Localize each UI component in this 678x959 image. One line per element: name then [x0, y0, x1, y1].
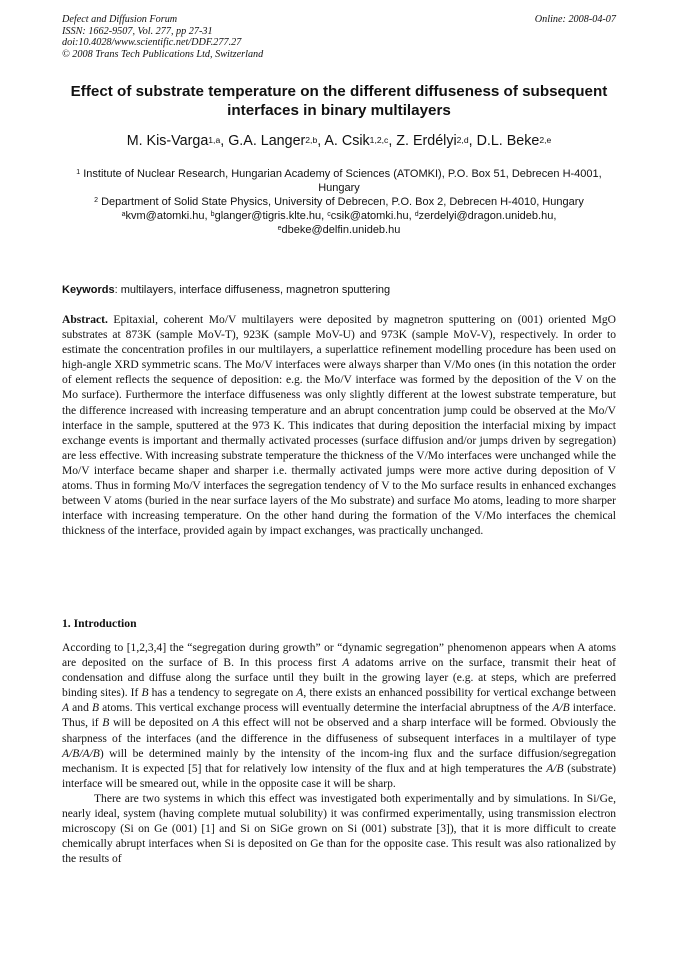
email-mark: d: [414, 211, 419, 218]
italic-symbol: B: [141, 687, 149, 700]
author-affil-mark: 1,2,c: [369, 135, 389, 145]
abstract-text: Epitaxial, coherent Mo/V multilayers were deposited by magnetron sputtering on (001) oriented MgO substrates at 873K (sample MoV-T), 923K (sample MoV-U) and 973K (sample MoV-V), respectively. In order to estimate the concentration profiles in our multilayers, a superlattice refinement modelling procedure has been used on high-angle XRD symmetric scans. The Mo/V interfaces were always sharper than V/Mo ones (in this notation the order of element reflects the sequence of deposition: e.g. the Mo/V interface was formed by the deposition of the V on the Mo surface). Furthermore the interface diffuseness was only slightly different at the lowest substrate temperature, but the difference increased with increasing temperature and an abrupt concentration jump could be observed at the Mo/V interface in the sample, sputtered at the 973 K. This indicates that during deposition the interfacial mixing by impact exchange events is important and thermally activated processes (surface diffusion and/or jumps driven by segregation) are less effective. With increasing substrate temperature the thickness of the V/Mo interfaces were unchanged while the Mo/V interface became shaper and sharper i.e. thermally activated jumps were more active during deposition of V atoms. Thus in forming Mo/V interfaces the segregation tendency of V to the Mo surface results in enhanced exchanges between V atoms (buried in the near surface layers of the Mo substrate) and surface Mo atoms, leading to more sharper interface with increasing temperature. On the other hand during the formation of the V/Mo interfaces the chemical thickness of the interface, provided again by impact exchanges, was practically unchanged.: [62, 314, 616, 538]
email-separator: ,: [408, 210, 415, 222]
copyright-line: © 2008 Trans Tech Publications Ltd, Switzerland: [62, 48, 264, 60]
email-address: zerdelyi@dragon.unideb.hu: [418, 210, 554, 222]
text-run: , there exists an enhanced possibility for vertical exchange between: [303, 687, 616, 700]
text-run: will be deposited on: [109, 717, 213, 730]
author: [127, 133, 228, 149]
author-name: G.A. Langer: [228, 133, 306, 149]
text-run: ) will be determined mainly by the intensity of the incom-ing flux and the surface diffusion/segregation mechanism. It is expected [5] that for relatively low intensity of the flux and at high temperatures the: [62, 747, 616, 775]
author: [396, 133, 476, 149]
online-date: Online: 2008-04-07: [534, 14, 616, 25]
email-separator: ,: [321, 210, 328, 222]
author-separator: ,: [388, 133, 397, 149]
affiliation-mark: 2: [94, 197, 99, 204]
text-run: (substrate) interface will be smeared out, while in the opposite case it will be sharp.: [62, 762, 617, 790]
paper-title: Effect of substrate temperature on the different diffuseness of subsequent interfaces in binary multilayers: [70, 83, 608, 119]
email-address: csik@atomki.hu: [330, 210, 409, 222]
italic-symbol: A: [212, 717, 220, 730]
email-mark: e: [277, 225, 282, 232]
issn-line: ISSN: 1662-9507, Vol. 277, pp 27-31: [62, 25, 213, 37]
author-separator: ,: [220, 133, 229, 149]
italic-symbol: A: [296, 687, 304, 700]
introduction-body: [62, 641, 616, 867]
email-entry: [211, 210, 328, 222]
italic-symbol: A/B: [552, 702, 570, 715]
email-address: dbeke@delfin.unideb.hu: [281, 224, 401, 236]
author-separator: ,: [317, 133, 325, 149]
affiliation-mark: 1: [76, 169, 81, 176]
section-heading: 1. Introduction: [62, 617, 137, 630]
email-separator: ,: [204, 210, 211, 222]
affiliation-text: Institute of Nuclear Research, Hungarian Academy of Sciences (ATOMKI), P.O. Box 51, Debrecen H-4001, Hungary: [83, 168, 602, 194]
abstract-label: Abstract.: [62, 314, 108, 326]
affiliation-block: [62, 167, 616, 237]
email-mark: c: [327, 211, 331, 218]
author-affil-mark: 2,d: [456, 135, 469, 145]
affiliation: [62, 195, 616, 209]
email-entry: [415, 210, 557, 222]
affiliation-text: Department of Solid State Physics, University of Debrecen, P.O. Box 2, Debrecen H-4010, Hungary: [101, 196, 584, 208]
keywords: [62, 283, 616, 297]
author-affil-mark: 2,e: [539, 135, 552, 145]
italic-symbol: A/B/A/B: [62, 747, 100, 760]
email-address: glanger@tigris.klte.hu: [214, 210, 322, 222]
email-entry: [278, 224, 401, 236]
author-name: D.L. Beke: [476, 133, 540, 149]
text-run: this effect will not be observed and a sharp interface will be formed. Obviously the sharpness of the interfaces (and the difference in the diffuseness of subsequent interfaces in a multilayer of type: [62, 717, 616, 745]
email-address: kvm@atomki.hu: [125, 210, 205, 222]
author: [477, 133, 552, 149]
keywords-label: Keywords: [62, 284, 115, 296]
email-mark: b: [210, 211, 215, 218]
italic-symbol: A: [342, 657, 350, 670]
doi-line: doi:10.4028/www.scientific.net/DDF.277.27: [62, 37, 242, 49]
author-name: Z. Erdélyi: [396, 133, 457, 149]
intro-paragraph: [62, 641, 616, 792]
email-separator: ,: [553, 210, 557, 222]
italic-symbol: A/B: [546, 762, 564, 775]
keywords-text: : multilayers, interface diffuseness, magnetron sputtering: [114, 284, 391, 296]
text-run: atoms. This vertical exchange process will eventually determine the interfacial abruptness of the: [99, 702, 553, 715]
italic-symbol: B: [91, 702, 100, 715]
journal-name: Defect and Diffusion Forum: [62, 14, 178, 25]
author: [324, 133, 396, 149]
email-entry: [122, 210, 211, 222]
email-entry: [327, 210, 414, 222]
author-list: [62, 132, 616, 150]
italic-symbol: B: [102, 717, 110, 730]
text-run: interface. Thus, if: [62, 702, 617, 730]
text-run: and: [69, 702, 92, 715]
journal-header: [62, 14, 616, 60]
text-run: According to [1,2,3,4] the “segregation during growth” or “dynamic segregation” phenomenon appears when A atoms are deposited on the surface of B. In this process first: [62, 642, 616, 670]
author-separator: ,: [468, 133, 477, 149]
author: [228, 133, 324, 149]
intro-paragraph: There are two systems in which this effect was investigated both experimentally and by simulations. In Si/Ge, nearly ideal, system (having complete mutual solubility) it was confirmed experimentally, using transmission electron microscopy (Si on Ge (001) [1] and Si on SiGe grown on Si (001) substrate [3]), that it is more difficult to create chemically abrupt interfaces when Si is deposited on Ge than for the opposite case. This result was also rationalized by the results of: [62, 792, 616, 866]
author-name: M. Kis-Varga: [126, 133, 209, 149]
author-affil-mark: 1,a: [208, 135, 221, 145]
author-affil-mark: 2,b: [305, 135, 318, 145]
email-list: [62, 209, 616, 237]
email-mark: a: [121, 211, 126, 218]
text-run: has a tendency to segregate on: [148, 687, 297, 700]
author-name: A. Csik: [324, 133, 370, 149]
text-run: adatoms arrive on the surface, transmit their heat of condensation and diffuse along the surface until they built in the growing layer (e.g. at steps, which are preferred binding sites). If: [62, 657, 617, 700]
italic-symbol: A: [62, 702, 70, 715]
abstract: [62, 313, 616, 539]
affiliation: [62, 167, 616, 195]
